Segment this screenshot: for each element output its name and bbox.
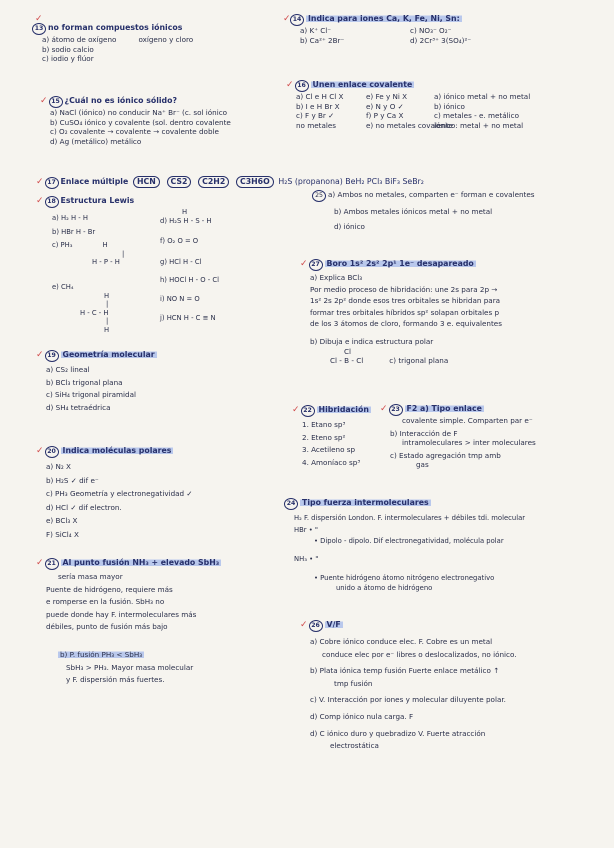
text-line: HBr • " <box>294 525 319 534</box>
question-26 <box>300 620 612 751</box>
question-27: ✓ 27 Boro 1s² 2s² 2p¹ 1e⁻ desapareado a) Explica BCl₃ Por medio proceso de hibridación: une 2s para 2p → 1s² 2s 2p² donde esos tres orbitales se hibridan para formar tres orbitales híbridos sp² solapan orbitales p de los 3 átomos de cloro, formando 3 e. equivalentes b) Dibuja e indica estructura polar Cl Cl - B - Cl c) trigonal plana <box>300 259 612 366</box>
answer-item: no metales <box>296 120 337 130</box>
answer-item: a) N₂ X <box>46 462 71 471</box>
answer-item: b) sodio calcio <box>42 44 94 54</box>
lewis-item: i) NO N = O <box>160 294 200 303</box>
text-line: H₂ F. dispersión London. F. intermoleculares + débiles tdi. molecular <box>294 514 526 522</box>
check-icon: ✓ <box>36 196 44 206</box>
question-title: ¿Cuál no es iónico sólido? <box>64 96 178 105</box>
text-line: gas <box>416 460 429 470</box>
text-line: tmp fusión <box>334 678 373 688</box>
lewis-item: e) CH₄ <box>52 282 74 291</box>
question-number: 23 <box>389 404 403 416</box>
lewis-item: g) HCl H - Cl <box>160 257 202 266</box>
question-19 <box>36 350 286 412</box>
answer-item: e) Fe y Ni X <box>366 92 408 101</box>
question-title: Indica moléculas polares <box>62 446 172 455</box>
text-line: c) Estado agregación tmp amb <box>390 450 501 460</box>
check-icon: ✓ <box>40 96 48 106</box>
text-line: SbH₃ > PH₃. Mayor masa molecular <box>66 662 194 672</box>
text-line: d) Comp iónico nula carga. F <box>310 711 414 721</box>
text-line: H₂S (propanona) BeH₂ PCl₃ BiF₃ SeBr₂ <box>278 177 424 186</box>
lewis-right-col: H d) H₂S H - S - H f) O₂ O = O g) HCl H - Cl h) HOCl H - O - Cl i) NO N = O j) HCN H - C ≡ N <box>160 208 220 322</box>
answer-item: d) HCl ✓ dif electron. <box>46 502 122 512</box>
answer-item: 2. Eteno sp² <box>302 432 346 442</box>
question-18 <box>36 196 286 208</box>
question-20 <box>36 446 286 540</box>
check-icon: ✓ <box>300 620 308 630</box>
molecule-structure: Cl - B - Cl <box>330 356 364 366</box>
question-title: F2 a) Tipo enlace <box>406 404 482 413</box>
question-title: Estructura Lewis <box>60 196 135 205</box>
text-line: puede donde hay F. intermoleculares más <box>46 609 197 619</box>
question-17 <box>36 176 611 189</box>
question-22 <box>292 405 382 467</box>
text-line: e romperse en la fusión. SbH₃ no <box>46 597 165 607</box>
question-number: 17 <box>45 177 59 189</box>
lewis-item: d) H₂S H - S - H <box>160 216 212 225</box>
question-title: Hibridación <box>318 405 369 414</box>
text-line: • Puente hidrógeno átomo nitrógeno electronegativo <box>314 574 495 583</box>
question-number: 19 <box>45 350 59 362</box>
answer-item: b) H₂S ✓ dif e⁻ <box>46 475 99 485</box>
question-number: 21 <box>45 558 59 570</box>
question-24 <box>284 498 612 594</box>
question-number: 25 <box>312 190 326 202</box>
text-line: Puente de hidrógeno, requiere más <box>46 584 173 594</box>
question-14 <box>290 14 610 45</box>
lewis-structure: H - C - H <box>80 308 109 317</box>
check-icon: ✓ <box>292 405 300 415</box>
lewis-item: h) HOCl H - O - Cl <box>160 276 220 285</box>
question-title: Boro 1s² 2s² 2p¹ 1e⁻ desapareado <box>326 259 474 268</box>
check-icon: ✓ <box>380 404 388 414</box>
answer-item: a) iónico metal + no metal <box>434 92 531 101</box>
question-number: 26 <box>309 620 323 632</box>
question-number: 13 <box>32 23 46 35</box>
check-icon: ✓ <box>36 350 44 360</box>
question-15 <box>40 96 300 146</box>
question-21 <box>36 558 286 685</box>
question-number: 24 <box>284 498 298 510</box>
answer-item: b) iónico <box>434 101 465 111</box>
answer-item: f) P y Ca X <box>366 111 404 121</box>
check-icon: ✓ <box>36 558 44 568</box>
lewis-item: f) O₂ O = O <box>160 237 199 246</box>
question-25 <box>312 190 612 231</box>
question-title: Tipo fuerza intermoleculares <box>302 498 429 507</box>
check-icon: ✓ <box>286 80 294 90</box>
answer-item: d) 2Cr³⁺ 3(SO₄)²⁻ <box>410 35 472 45</box>
question-title: Al punto fusión NH₃ + elevado SbH₃ <box>62 558 220 567</box>
text-line: NH₃ • " <box>294 554 319 563</box>
check-icon: ✓ <box>36 446 44 456</box>
molecule-pill: CS2 <box>167 176 192 188</box>
text-line: y F. dispersión más fuertes. <box>66 675 165 685</box>
answer-item: iónico: metal + no metal <box>434 120 524 130</box>
text-line: covalente simple. Comparten par e⁻ <box>402 416 533 425</box>
text-line: de los 3 átomos de cloro, formando 3 e. equivalentes <box>310 319 502 329</box>
answer-item: b) Ca²⁺ 2Br⁻ <box>300 35 345 45</box>
question-title: Unen enlace covalente <box>312 80 413 89</box>
text-line: b) Dibuja e indica estructura polar <box>310 336 434 346</box>
answer-item: d) SH₄ tetraédrica <box>46 402 111 412</box>
question-title: V/F <box>326 620 341 629</box>
text-line: formar tres orbitales híbridos sp² solapan orbitales p <box>310 307 500 317</box>
answer-item: c) SiH₄ trigonal piramidal <box>46 390 137 400</box>
answer-item: 1. Etano sp³ <box>302 420 346 429</box>
check-icon: ✓ <box>35 14 43 24</box>
text-line: electrostática <box>330 741 379 751</box>
text-line: b) Interacción de F <box>390 428 458 438</box>
question-number: 14 <box>290 14 304 26</box>
text-line: 1s² 2s 2p² donde esos tres orbitales se hibridan para <box>310 296 501 306</box>
question-number: 27 <box>309 259 323 271</box>
answer-item: e) BCl₃ X <box>46 516 78 526</box>
text-line: sería masa mayor <box>58 572 123 581</box>
text-line: a) NaCl (iónico) no conducir Na⁺ Br⁻ (c. sol iónico <box>50 108 228 117</box>
check-icon: ✓ <box>283 14 291 24</box>
check-icon: ✓ <box>36 177 44 187</box>
text-line: unido a átomo de hidrógeno <box>336 583 433 592</box>
answer-item: c) F y Br ✓ <box>296 111 335 121</box>
lewis-item: a) H₂ H - H <box>52 214 88 222</box>
answer-item: b) BCl₃ trigonal plana <box>46 377 123 387</box>
text-line: c) trigonal plana <box>389 356 449 366</box>
question-title: Enlace múltiple <box>60 177 129 186</box>
question-number: 15 <box>49 96 63 108</box>
answer-item: 3. Acetileno sp <box>302 445 356 455</box>
text-line: a) Ambos no metales, comparten e⁻ forman e covalentes <box>328 190 535 199</box>
text-line: a) Cobre iónico conduce elec. F. Cobre es un metal <box>310 637 493 646</box>
answer-item: c) NO₃⁻ O₂⁻ <box>410 26 452 35</box>
answer-item: c) PH₃ Geometría y electronegatividad ✓ <box>46 489 193 499</box>
question-number: 16 <box>295 80 309 92</box>
answer-item: a) K⁺ Cl⁻ <box>300 26 332 35</box>
text-line: débiles, punto de fusión más bajo <box>46 622 168 632</box>
molecule-pill: C2H2 <box>198 176 229 188</box>
text-line: intramoleculares > inter moleculares <box>402 438 536 448</box>
question-13 <box>32 23 282 64</box>
lewis-structure: H - P - H <box>92 258 120 267</box>
text-line: c) V. Interacción por iones y molecular diluyente polar. <box>310 695 506 705</box>
question-16 <box>286 80 611 130</box>
answer-item: e) no metales covalente <box>366 120 454 130</box>
question-number: 22 <box>301 405 315 417</box>
answer-item: 4. Amoníaco sp³ <box>302 457 361 467</box>
text-line: b) Plata iónica temp fusión Fuerte enlace metálico ↑ <box>310 666 500 676</box>
text-line: a) Explica BCl₃ <box>310 273 363 282</box>
text-line: d) C iónico duro y quebradizo V. Fuerte atracción <box>310 728 486 738</box>
lewis-item: c) PH₃ <box>52 241 73 250</box>
text-line: conduce elec por e⁻ libres o deslocalizados, no iónico. <box>322 649 517 659</box>
answer-item: a) átomo de oxígeno <box>42 35 117 44</box>
answer-item: c) iodio y flúor <box>42 54 94 64</box>
lewis-left-col: a) H₂ H - H b) HBr H - Br c) PH₃ H | H - P - H e) CH₄ H | H - C - H | H <box>52 214 125 334</box>
answer-item: e) N y O ✓ <box>366 101 404 111</box>
lewis-item: j) HCN H - C ≡ N <box>160 313 216 322</box>
molecule-pill: HCN <box>133 176 160 188</box>
question-title: no forman compuestos iónicos <box>48 23 183 32</box>
question-number: 18 <box>45 196 59 208</box>
text-line: d) Ag (metálico) metálico <box>50 136 142 146</box>
molecule-pill: C3H6O <box>236 176 274 188</box>
text-line: b) Ambos metales iónicos metal + no metal <box>334 207 493 216</box>
answer-item: c) metales - e. metálico <box>434 111 519 121</box>
check-icon: ✓ <box>300 259 308 269</box>
question-title: Indica para iones Ca, K, Fe, Ni, Sn: <box>308 14 460 23</box>
text-line: b) CuSO₄ iónico y covalente (sol. dentro covalente <box>50 117 231 127</box>
answer-item: a) CS₂ lineal <box>46 365 90 374</box>
text-line: d) iónico <box>334 221 365 231</box>
answer-item: F) SiCl₄ X <box>46 529 79 539</box>
question-23 <box>380 404 610 470</box>
answer-item: a) Cl e H Cl X <box>296 92 344 101</box>
text-line: Por medio proceso de hibridación: une 2s para 2p → <box>310 284 498 294</box>
question-title: Geometría molecular <box>62 350 155 359</box>
text-line: • Dipolo - dipolo. Dif electronegatividad, molécula polar <box>314 537 504 546</box>
text-line: c) O₂ covalente → covalente → covalente doble <box>50 127 219 137</box>
text-line: b) P. fusión PH₃ < SbH₃ <box>60 649 143 659</box>
answer-item: b) I e H Br X <box>296 101 340 111</box>
lewis-item: b) HBr H - Br <box>52 227 96 236</box>
answer-item: oxígeno y cloro <box>138 35 194 44</box>
question-number: 20 <box>45 446 59 458</box>
